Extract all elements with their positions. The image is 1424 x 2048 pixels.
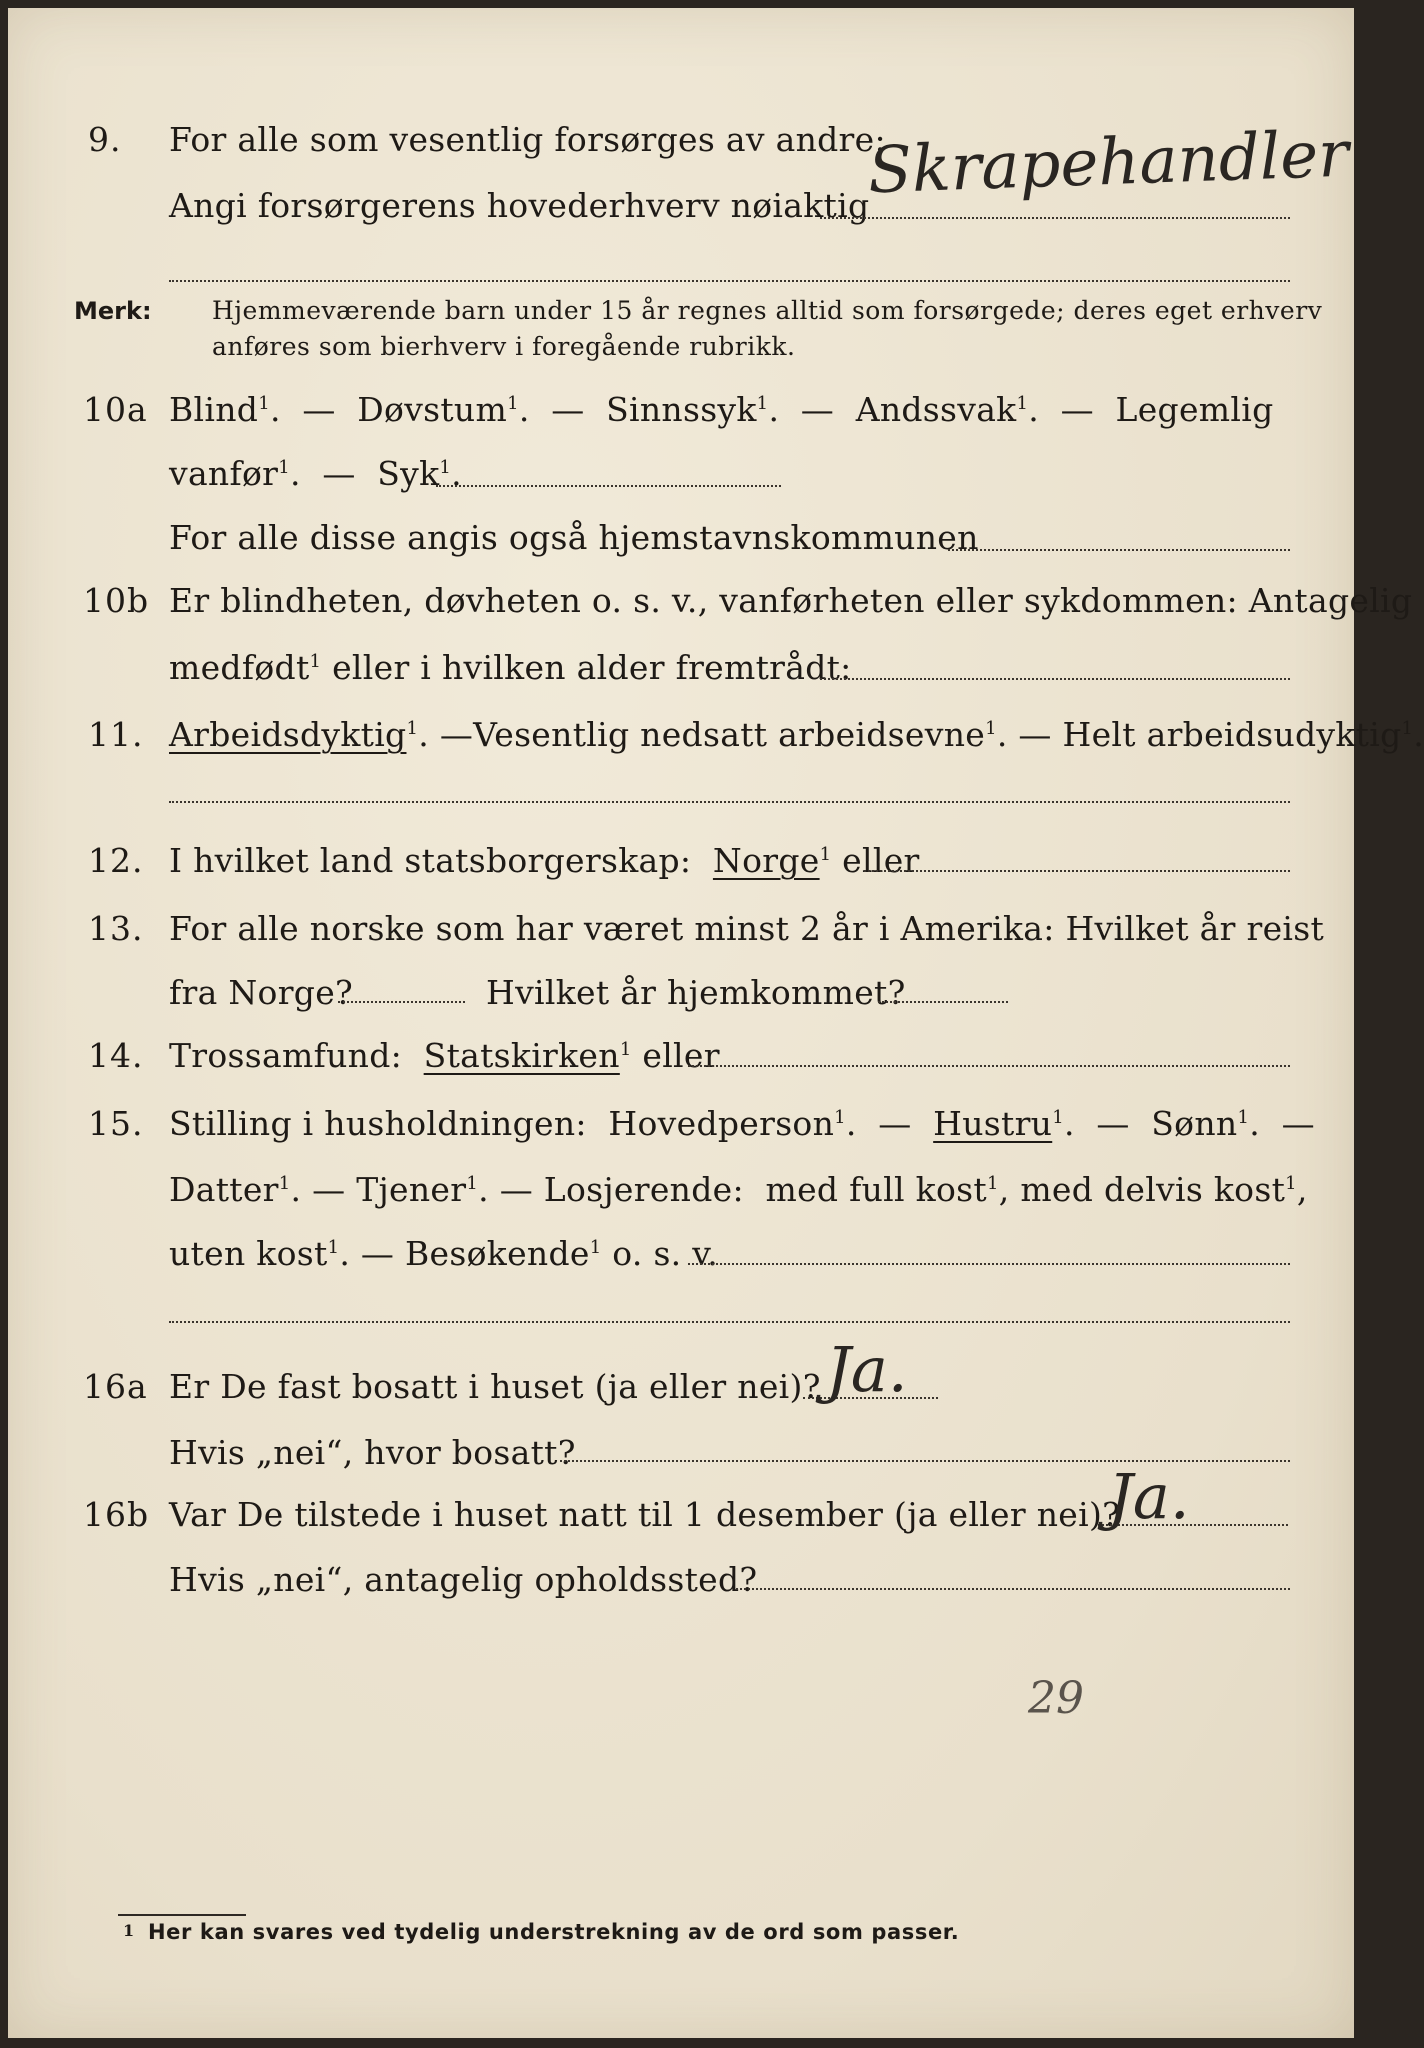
opt-arbeidsdyktig: Arbeidsdyktig bbox=[169, 715, 407, 754]
q15-extra-line bbox=[169, 1321, 1290, 1323]
census-form-page bbox=[8, 8, 1424, 2038]
q15-line2: Datter$^1$. — Tjener$^1$. — Losjerende: med full kost$^1$, med delvis kost$^1$, bbox=[169, 1170, 1308, 1209]
q12-number: 12. bbox=[88, 841, 144, 880]
q13-fra-dots bbox=[338, 1001, 465, 1003]
opt-besokende: Besøkende bbox=[405, 1234, 590, 1273]
q9-handwritten-answer: Skrapehandler bbox=[866, 117, 1350, 209]
q14-answer-line bbox=[688, 1065, 1290, 1067]
q13-hjem-dots bbox=[878, 1001, 1008, 1003]
footnote-text: Her kan svares ved tydelig understrekning av de ord som passer. bbox=[148, 1920, 960, 1944]
merk-line2: anføres som bierhverv i foregående rubrikk. bbox=[212, 332, 796, 361]
q13-fra: fra Norge? bbox=[169, 973, 354, 1012]
opt-hustru: Hustru bbox=[933, 1104, 1053, 1143]
q14-number: 14. bbox=[88, 1036, 144, 1075]
q10a-line2: vanfør$^1$. — Syk$^1$. bbox=[169, 454, 462, 493]
q16b-line1: Var De tilstede i huset natt til 1 desember (ja eller nei)? bbox=[169, 1495, 1121, 1534]
q12-answer-line bbox=[864, 870, 1290, 872]
opt-full-kost: med full kost bbox=[765, 1170, 987, 1209]
q16b-handwritten-answer: Ja. bbox=[1108, 1460, 1190, 1533]
footnote-rule bbox=[118, 1914, 246, 1916]
q13-hjem: Hvilket år hjemkommet? bbox=[486, 973, 906, 1012]
opt-syk: Syk bbox=[377, 454, 440, 493]
opt-norge: Norge bbox=[712, 841, 820, 880]
q15-line3: uten kost$^1$. — Besøkende$^1$ o. s. v. bbox=[169, 1234, 719, 1273]
q12-line: I hvilket land statsborgerskap: Norge$^1$ eller bbox=[169, 841, 920, 880]
q9-number: 9. bbox=[88, 120, 122, 159]
q14-line: Trossamfund: Statskirken$^1$ eller bbox=[169, 1036, 720, 1075]
q10a-line3-dots bbox=[948, 549, 1290, 551]
q9-extra-line bbox=[169, 280, 1290, 282]
opt-helt: Helt arbeidsudyktig bbox=[1062, 715, 1402, 754]
q16b-line2-dots bbox=[736, 1588, 1290, 1590]
q11-extra-line bbox=[169, 801, 1290, 803]
q16a-line1: Er De fast bosatt i huset (ja eller nei)? bbox=[169, 1367, 821, 1406]
q10a-line1: Blind$^1$. — Døvstum$^1$. — Sinnssyk$^1$. — Andssvak$^1$. — Legemlig bbox=[169, 390, 1274, 429]
q10a-number: 10a bbox=[83, 390, 148, 429]
opt-tjener: Tjener bbox=[356, 1170, 467, 1209]
opt-hovedperson: Hovedperson bbox=[608, 1104, 835, 1143]
q10b-number: 10b bbox=[83, 581, 150, 620]
opt-statskirken: Statskirken bbox=[423, 1036, 620, 1075]
opt-sonn: Sønn bbox=[1151, 1104, 1238, 1143]
q9-answer-line bbox=[820, 217, 1290, 219]
q10b-line2: medfødt$^1$ eller i hvilken alder fremtrådt: bbox=[169, 648, 852, 687]
opt-andssvak: Andssvak bbox=[855, 390, 1017, 429]
q13-number: 13. bbox=[88, 909, 144, 948]
merk-line1: Hjemmeværende barn under 15 år regnes alltid som forsørgede; deres eget erhverv bbox=[212, 296, 1323, 325]
q15-number: 15. bbox=[88, 1104, 144, 1143]
q16b-number: 16b bbox=[83, 1495, 150, 1534]
opt-blind: Blind bbox=[169, 390, 259, 429]
opt-dovstum: Døvstum bbox=[357, 390, 508, 429]
opt-sinnssyk: Sinnssyk bbox=[606, 390, 757, 429]
q9-line2: Angi forsørgerens hovederhverv nøiaktig bbox=[169, 186, 870, 225]
q10b-answer-line bbox=[820, 678, 1290, 680]
opt-vanfor: vanfør bbox=[169, 454, 279, 493]
q15-line1: Stilling i husholdningen: Hovedperson$^1$. — Hustru$^1$. — Sønn$^1$. — bbox=[169, 1104, 1315, 1143]
q16a-number: 16a bbox=[83, 1367, 148, 1406]
q15-answer-line bbox=[688, 1263, 1290, 1265]
q16b-line2: Hvis „nei“, antagelig opholdssted? bbox=[169, 1560, 758, 1599]
q16a-handwritten-answer: Ja. bbox=[826, 1333, 908, 1406]
merk-label: Merk: bbox=[74, 297, 152, 325]
opt-legemlig: Legemlig bbox=[1115, 390, 1274, 429]
opt-delvis-kost: med delvis kost bbox=[1020, 1170, 1286, 1209]
opt-datter: Datter bbox=[169, 1170, 279, 1209]
q13-line1: For alle norske som har været minst 2 år i Amerika: Hvilket år reist bbox=[169, 909, 1325, 948]
q11-number: 11. bbox=[88, 715, 144, 754]
q10b-line1: Er blindheten, døvheten o. s. v., vanførheten eller sykdommen: Antagelig bbox=[169, 581, 1413, 620]
q16a-line2: Hvis „nei“, hvor bosatt? bbox=[169, 1433, 576, 1472]
page-number-mark: 29 bbox=[1028, 1673, 1084, 1724]
q10a-line2-dots bbox=[436, 485, 781, 487]
q10a-line3: For alle disse angis også hjemstavnskommunen bbox=[169, 518, 979, 557]
footnote-mark: 1 bbox=[123, 1921, 135, 1940]
opt-uten-kost: uten kost bbox=[169, 1234, 328, 1273]
q9-line1: For alle som vesentlig forsørges av andre: bbox=[169, 120, 886, 159]
opt-vesentlig: Vesentlig nedsatt arbeidsevne bbox=[473, 715, 986, 754]
q11-line: Arbeidsdyktig$^1$. —Vesentlig nedsatt arbeidsevne$^1$. — Helt arbeidsudyktig$^1$. bbox=[169, 715, 1424, 754]
